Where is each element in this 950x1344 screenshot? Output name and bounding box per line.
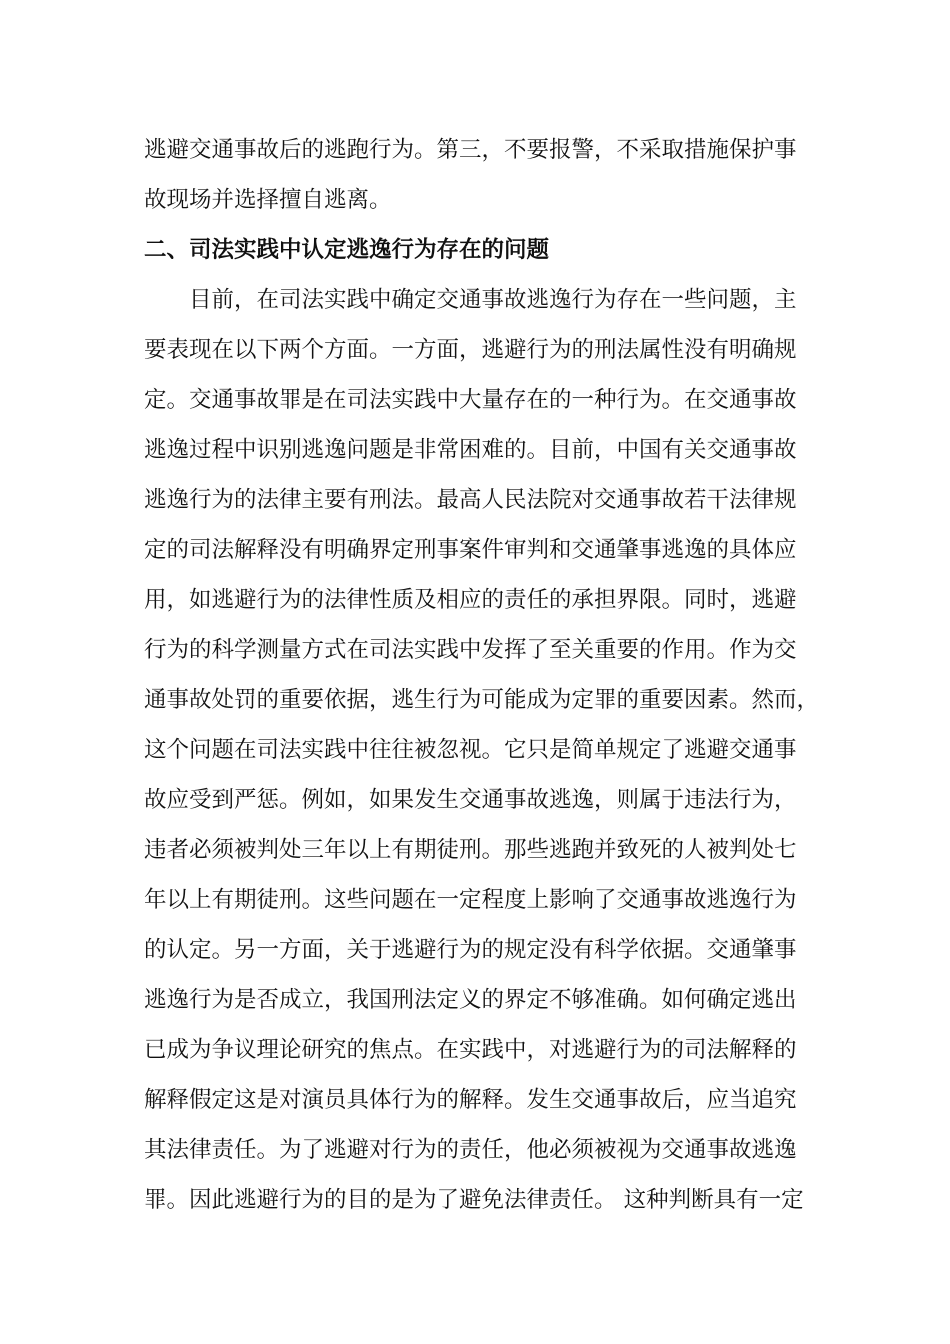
text-line: 解释假定这是对演员具体行为的解释。发生交通事故后，应当追究 <box>144 1087 797 1113</box>
section-heading: 二、司法实践中认定逃逸行为存在的问题 <box>144 237 550 263</box>
text-line: 逃逸过程中识别逃逸问题是非常困难的。目前，中国有关交通事故 <box>144 437 797 463</box>
text-line: 用，如逃避行为的法律性质及相应的责任的承担界限。同时，逃避 <box>144 587 797 613</box>
text-line: 逃逸行为是否成立，我国刑法定义的界定不够准确。如何确定逃出 <box>144 987 797 1013</box>
text-line: 故应受到严惩。例如，如果发生交通事故逃逸，则属于违法行为， <box>144 787 797 813</box>
text-line: 要表现在以下两个方面。一方面，逃避行为的刑法属性没有明确规 <box>144 337 797 363</box>
text-line: 的认定。另一方面，关于逃避行为的规定没有科学依据。交通肇事 <box>144 937 797 963</box>
text-line: 故现场并选择擅自逃离。 <box>144 187 392 213</box>
text-line: 逃避交通事故后的逃跑行为。第三，不要报警，不采取措施保护事 <box>144 137 797 163</box>
text-line: 其法律责任。为了逃避对行为的责任，他必须被视为交通事故逃逸 <box>144 1137 797 1163</box>
text-line: 违者必须被判处三年以上有期徒刑。那些逃跑并致死的人被判处七 <box>144 837 797 863</box>
text-line: 罪。因此逃避行为的目的是为了避免法律责任。 这种判断具有一定 <box>144 1187 804 1213</box>
text-line: 目前，在司法实践中确定交通事故逃逸行为存在一些问题，主 <box>144 287 797 313</box>
text-line: 逃逸行为的法律主要有刑法。最高人民法院对交通事故若干法律规 <box>144 487 797 513</box>
text-line: 定的司法解释没有明确界定刑事案件审判和交通肇事逃逸的具体应 <box>144 537 797 563</box>
text-line: 通事故处罚的重要依据，逃生行为可能成为定罪的重要因素。然而， <box>144 687 820 713</box>
text-line: 年以上有期徒刑。这些问题在一定程度上影响了交通事故逃逸行为 <box>144 887 797 913</box>
text-line: 这个问题在司法实践中往往被忽视。它只是简单规定了逃避交通事 <box>144 737 797 763</box>
text-line: 定。交通事故罪是在司法实践中大量存在的一种行为。在交通事故 <box>144 387 797 413</box>
text-line: 已成为争议理论研究的焦点。在实践中，对逃避行为的司法解释的 <box>144 1037 797 1063</box>
text-line: 行为的科学测量方式在司法实践中发挥了至关重要的作用。作为交 <box>144 637 797 663</box>
